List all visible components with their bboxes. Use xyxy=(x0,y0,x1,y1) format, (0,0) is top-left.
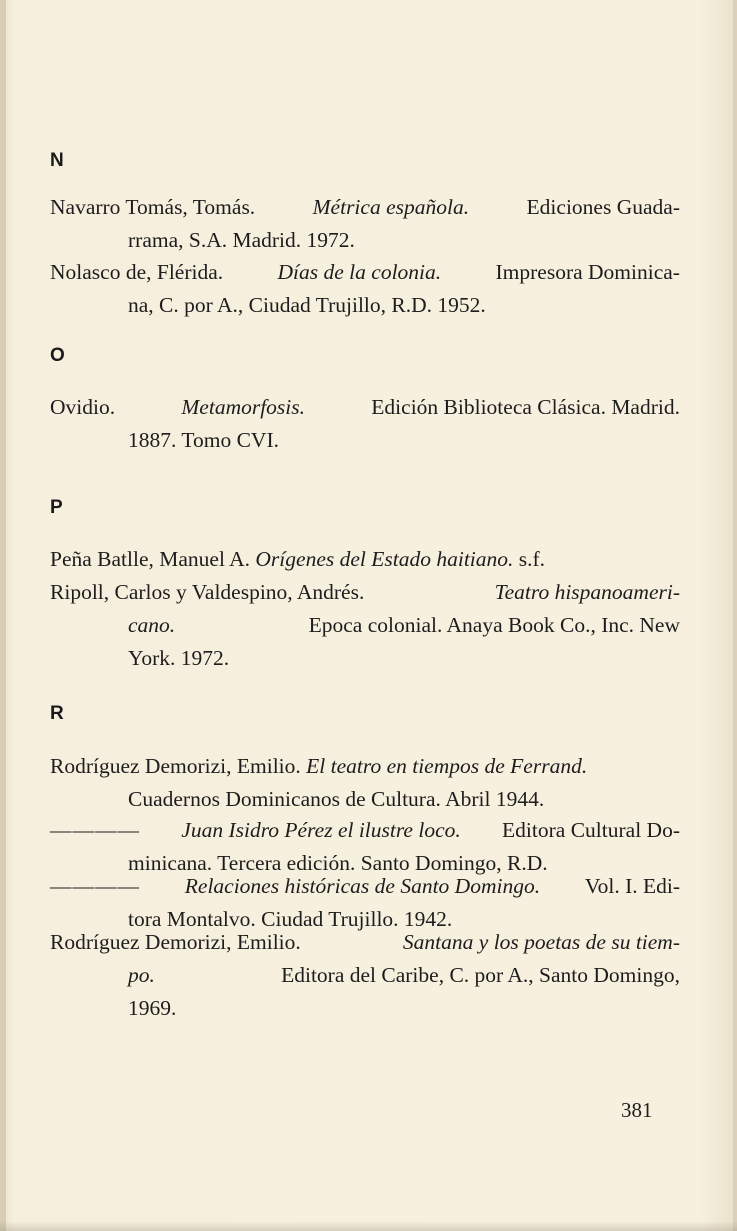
entry-author: Nolasco de, Flérida. xyxy=(50,260,224,284)
entry-publisher: Edición Biblioteca Clásica. Madrid. xyxy=(371,395,680,419)
page-edge-right xyxy=(733,0,737,1231)
entry-title-continued: cano. xyxy=(128,613,176,637)
entry-line-continued xyxy=(50,609,680,642)
entry-title: Juan Isidro Pérez el ilustre loco. xyxy=(181,818,461,842)
entry-line-continued: York. 1972. xyxy=(128,646,230,670)
entry-author: Peña Batlle, Manuel A. xyxy=(50,547,251,571)
entry-line-continued: 1887. Tomo CVI. xyxy=(128,428,279,452)
page-edge-left xyxy=(0,0,6,1231)
section-heading-r: R xyxy=(50,703,64,724)
entry-line-continued: na, C. por A., Ciudad Trujillo, R.D. 1952. xyxy=(128,293,486,317)
section-heading-n: N xyxy=(50,150,64,171)
entry-publisher: Vol. I. Edi- xyxy=(584,874,680,898)
entry-title: Métrica española. xyxy=(312,195,470,219)
entry-line xyxy=(50,926,680,959)
entry-title: Relaciones históricas de Santo Domingo. xyxy=(184,874,541,898)
entry-author: Rodríguez Demorizi, Emilio. xyxy=(50,754,301,778)
entry-publisher: Editora del Caribe, C. por A., Santo Domingo, xyxy=(281,963,680,987)
entry-title-continued: po. xyxy=(128,963,155,987)
entry-line-continued xyxy=(50,959,680,992)
entry-author: Rodríguez Demorizi, Emilio. xyxy=(50,930,301,954)
entry-publisher: Impresora Dominica- xyxy=(495,260,680,284)
entry-author-dash: ———— xyxy=(50,818,140,842)
bib-entry-nolasco xyxy=(50,256,680,322)
entry-line-continued: tora Montalvo. Ciudad Trujillo. 1942. xyxy=(128,907,453,931)
entry-line xyxy=(50,870,680,903)
entry-title: Metamorfosis. xyxy=(181,395,306,419)
bib-entry-ovidio xyxy=(50,391,680,457)
entry-line xyxy=(50,750,680,783)
section-heading-o: O xyxy=(50,345,65,366)
entry-publisher: Epoca colonial. Anaya Book Co., Inc. New xyxy=(308,613,680,637)
entry-line xyxy=(50,191,680,224)
bib-entry-pena-batlle xyxy=(50,543,680,576)
entry-author: Navarro Tomás, Tomás. xyxy=(50,195,256,219)
entry-line-continued: rrama, S.A. Madrid. 1972. xyxy=(128,228,355,252)
entry-title: Días de la colonia. xyxy=(277,260,442,284)
entry-author: Ripoll, Carlos y Valdespino, Andrés. xyxy=(50,580,365,604)
entry-publisher: Ediciones Guada- xyxy=(526,195,680,219)
bib-entry-rodriguez-ferrand xyxy=(50,750,680,816)
entry-author-dash: ———— xyxy=(50,874,140,898)
entry-publisher: s.f. xyxy=(518,547,546,571)
page-bottom-shadow xyxy=(0,1221,737,1231)
entry-author: Ovidio. xyxy=(50,395,116,419)
entry-title: El teatro en tiempos de Ferrand. xyxy=(306,754,588,778)
entry-line xyxy=(50,543,680,576)
entry-line-continued: Cuadernos Dominicanos de Cultura. Abril 1944. xyxy=(128,787,545,811)
entry-title: Santana y los poetas de su tiem- xyxy=(402,930,680,954)
entry-line xyxy=(50,576,680,609)
entry-publisher: Editora Cultural Do- xyxy=(502,818,680,842)
bib-entry-navarro xyxy=(50,191,680,257)
page-number: 381 xyxy=(621,1098,653,1122)
entry-line-continued: minicana. Tercera edición. Santo Domingo, R.D. xyxy=(128,851,548,875)
entry-title: Orígenes del Estado haitiano. xyxy=(255,547,514,571)
bib-entry-ripoll xyxy=(50,576,680,675)
entry-title: Teatro hispanoameri- xyxy=(494,580,680,604)
section-heading-p: P xyxy=(50,497,63,518)
entry-line xyxy=(50,256,680,289)
bib-entry-santana xyxy=(50,926,680,1025)
entry-line xyxy=(50,814,680,847)
entry-line-continued: 1969. xyxy=(128,996,177,1020)
entry-line xyxy=(50,391,680,424)
